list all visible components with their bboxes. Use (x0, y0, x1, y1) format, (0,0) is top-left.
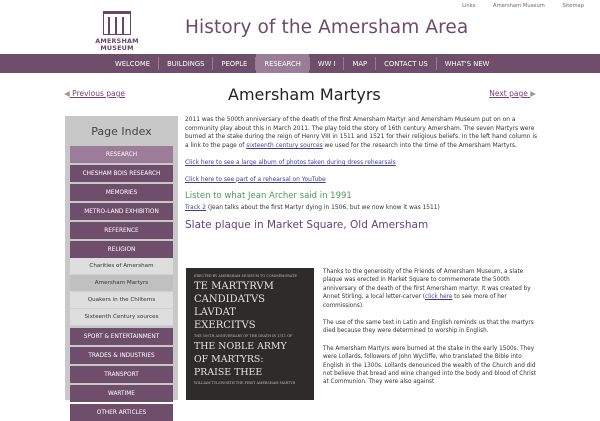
plaque-description (323, 268, 538, 396)
next-page-link[interactable]: Next page ▶ (489, 89, 536, 98)
main-content (185, 116, 540, 239)
youtube-link[interactable]: Click here to see part of a rehearsal on YouTube (185, 176, 326, 183)
sidebar-item-trades[interactable]: TRADES & INDUSTRIES (70, 347, 173, 364)
sidebar-item-other[interactable]: OTHER ARTICLES (70, 404, 173, 421)
utility-link-links[interactable]: Links (462, 3, 476, 9)
arrow-right-icon: ▶ (530, 89, 536, 98)
plaque-paragraph-1: Thanks to the generosity of the Friends of Amersham Museum, a slate plaque was erected in Market Square to commemorate the 500th anniversary of the death of the first Amersham martyr. It was created by Annet Stirling, a local letter-carver (click here to see more of her commissions). (323, 269, 531, 309)
museum-building-icon (103, 11, 131, 35)
main-nav (0, 54, 600, 73)
sidebar-subitem-sources[interactable]: Sixteenth Century sources (70, 309, 173, 326)
site-header (0, 0, 600, 54)
nav-welcome[interactable]: WELCOME (115, 59, 151, 68)
nav-buildings[interactable]: BUILDINGS (167, 59, 205, 68)
previous-page-link[interactable]: ◀ Previous page (64, 89, 125, 98)
slate-plaque-image: ERECTED BY AMERSHAM MUSEUM TO COMMEMORATE TE MARTYRVM CANDIDATVS LAVDAT EXERCITVS THE 500TH ANNIVERSARY OF THE DEATH IN 1511 OF THE NOBLE ARMY OF MARTYRS: PRAISE THEE WILLIAM TYLSWORTH THE FIRST AMERSHAM MARTYR (186, 268, 314, 400)
nav-whats-new[interactable]: WHAT'S NEW (444, 59, 490, 68)
sidebar-item-metro-land[interactable]: METRO-LAND EXHIBITION (70, 203, 173, 220)
sidebar-item-reference[interactable]: REFERENCE (70, 222, 173, 239)
museum-logo[interactable] (92, 11, 142, 52)
sidebar-item-religion[interactable]: RELIGION (70, 241, 173, 258)
intro-paragraph: 2011 was the 500th anniversary of the death of the first Amersham Martyr and Amersham Museum put on on a community play about this in March 2011. The play told the story of 16th century Amersham. The seven Martyrs were burned at the stake during the reign of Henry VIII in 1511 and 1521 for their religious beliefs. In the left hand column is a link to the page of sixteenth century sources we used for the research into the time of the Amersham Martyrs. (185, 117, 538, 150)
section-heading: Slate plaque in Market Square, Old Amersham (185, 218, 429, 231)
arrow-left-icon: ◀ (64, 89, 70, 98)
audio-heading: Listen to what Jean Archer said in 1991 (185, 191, 352, 202)
sidebar-item-memories[interactable]: MEMORIES (70, 184, 173, 201)
plaque-paragraph-2: The use of the same text in Latin and English reminds us that the martyrs died because they were determined to worship in English. (323, 320, 534, 335)
sidebar-subitem-martyrs[interactable]: Amersham Martyrs (70, 275, 173, 292)
nav-ww1[interactable]: WW I (317, 59, 336, 68)
plaque-paragraph-3: The Amersham Martyrs were burned at the stake in the early 1500s. They were Lollards, followers of John Wycliffe, who translated the Bible into English in the 1300s. Lollards denounced the wealth of the Church and did not believe that bread and wine changed into the body and blood of Christ at Communion. They were also against (323, 345, 536, 386)
sidebar-title: Page Index (91, 125, 152, 138)
sidebar-subitem-quakers[interactable]: Quakers in the Chilterns (70, 292, 173, 309)
page-index-sidebar (65, 116, 178, 416)
nav-contact[interactable]: CONTACT US (384, 59, 428, 68)
logo-text: AMERSHAM MUSEUM (95, 37, 139, 52)
site-title: History of the Amersham Area (185, 17, 469, 38)
nav-map[interactable]: MAP (352, 59, 368, 68)
utility-link-sitemap[interactable]: Sitemap (562, 3, 584, 9)
sidebar-item-transport[interactable]: TRANSPORT (70, 366, 173, 383)
page-title: Amersham Martyrs (228, 85, 381, 104)
letter-carver-link[interactable]: click here (425, 294, 453, 301)
track-line: Track 2 (Jean talks about the first Martyr dying in 1506, but we now know it was 1511) (185, 204, 440, 211)
utility-link-museum[interactable]: Amersham Museum (493, 3, 545, 9)
track-2-link[interactable]: Track 2 (185, 204, 207, 211)
nav-research[interactable]: RESEARCH (256, 54, 309, 73)
sidebar-item-sport[interactable]: SPORT & ENTERTAINMENT (70, 328, 173, 345)
sources-link[interactable]: sixteenth century sources (246, 143, 323, 150)
sidebar-item-chesham-bois[interactable]: CHESHAM BOIS RESEARCH (70, 165, 173, 182)
nav-people[interactable]: PEOPLE (221, 59, 248, 68)
sidebar-item-wartime[interactable]: WARTIME (70, 385, 173, 402)
photo-album-link[interactable]: Click here to see a large album of photos taken during dress rehearsals (185, 159, 396, 166)
sidebar-subitem-charities[interactable]: Charities of Amersham (70, 258, 173, 275)
sidebar-item-research[interactable]: RESEARCH (70, 146, 173, 163)
